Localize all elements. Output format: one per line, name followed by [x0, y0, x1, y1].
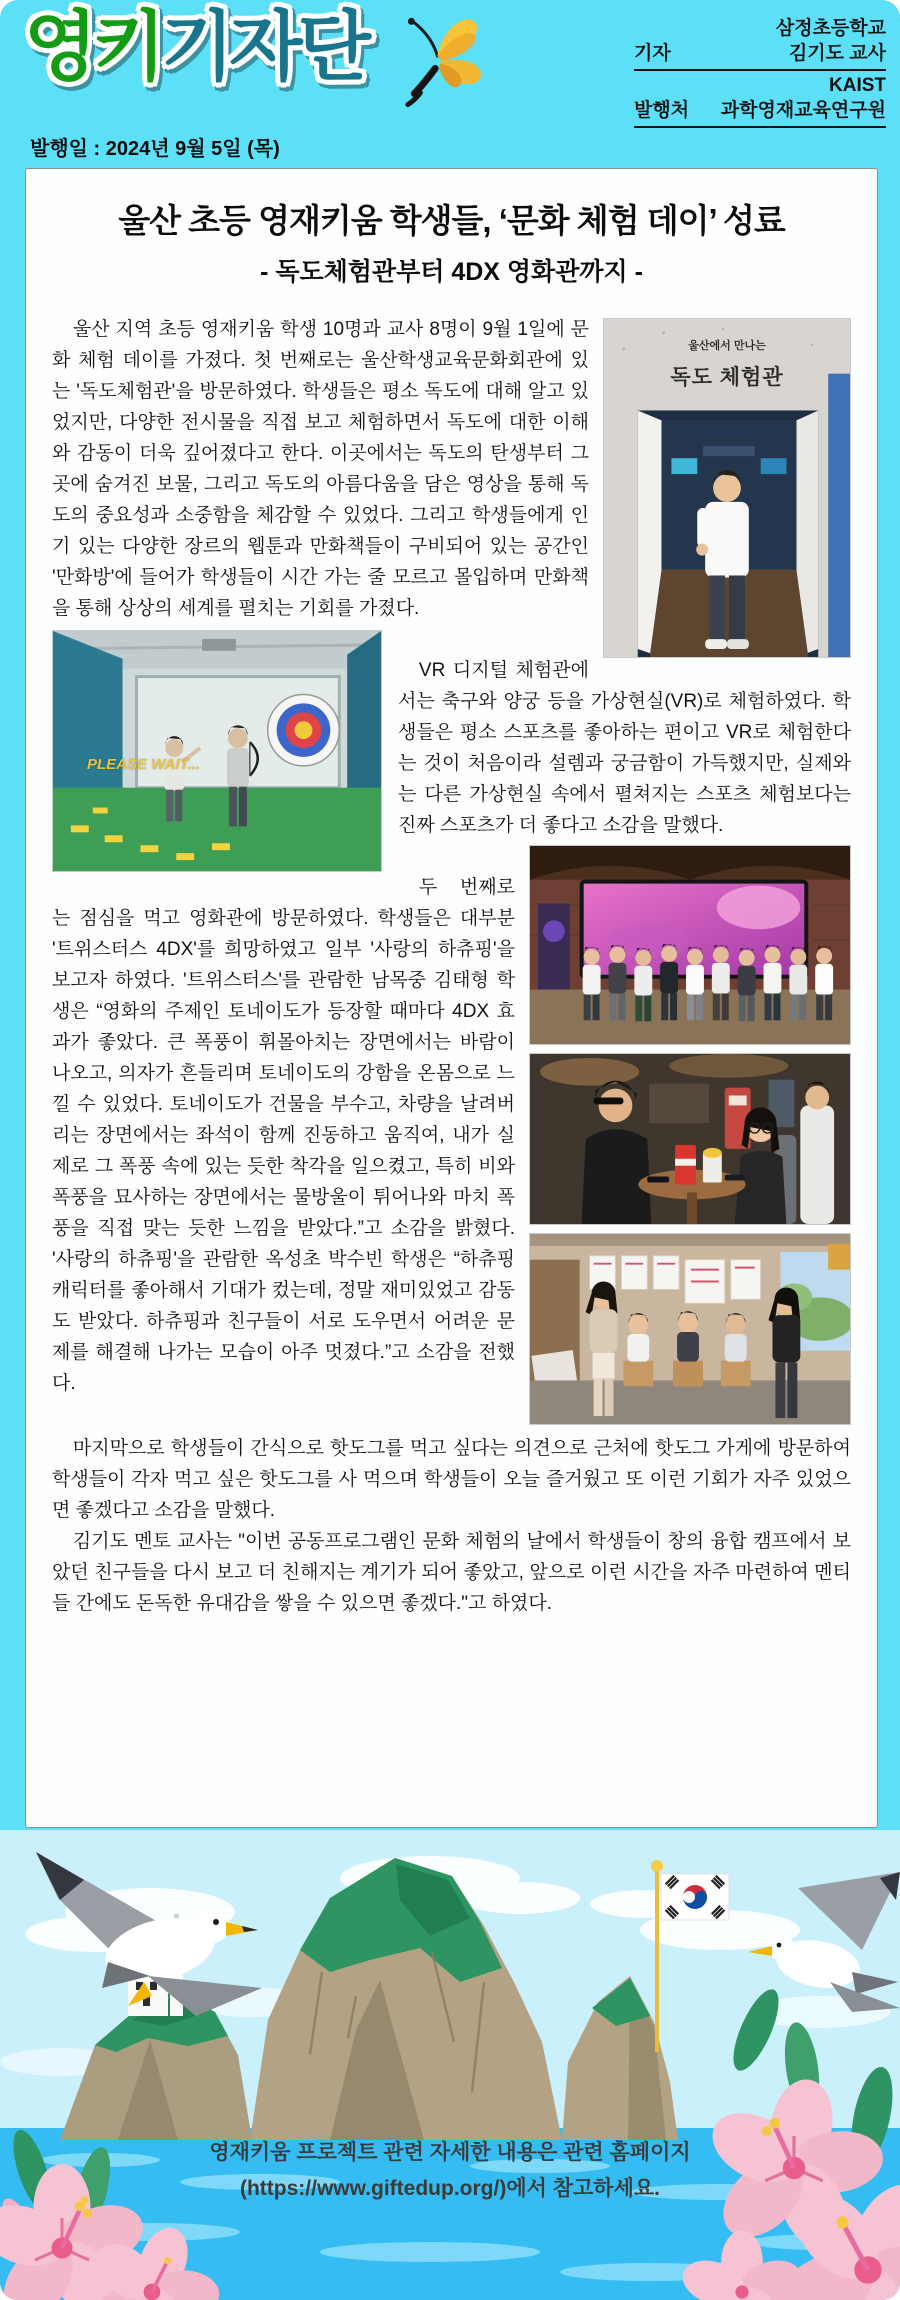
butterfly-logo-icon — [382, 6, 494, 115]
reporter-name: 김기도 교사 — [788, 43, 886, 65]
publish-date: 발행일 : 2024년 9월 5일 (목) — [30, 138, 280, 160]
seated-students — [623, 1311, 750, 1386]
paragraph-dokdo: 울산 지역 초등 영재키움 학생 10명과 교사 8명이 9월 1일에 문화 체험 데이를 가졌다. 첫 번째로는 울산학생교육문화회관에 있는 '독도체험관'을 방문하였다. 학생들은 평소 독도에 대해 알고 있었지만, 다양한 전시물을 직접 보고 체험하면서 독도에 대한 이해와 감동이 더욱 깊어졌다고 한다. 이곳에서는 독도의 탄생부터 그곳에 숨겨진 보물, 그리고 독도의 아름다움을 담은 영상을 통해 독도의 중요성과 소중함을 체감할 수 있었다. 그리고 학생들에게 인기 있는 다양한 장르의 웹툰과 만화책들이 구비되어 있는 공간인 '만화방'에 들어가 학생들이 시간 가는 줄 모르고 몰입하며 만화책을 통해 상상의 세계를 펼치는 기회를 가졌다. — [52, 319, 589, 619]
dokdo-sign-line1: 울산에서 만나는 — [688, 340, 766, 352]
publisher-org: KAIST — [829, 75, 886, 97]
footer-note — [0, 2135, 900, 2206]
paragraph-cinema: 두 번째로는 점심을 먹고 영화관에 방문하였다. 학생들은 대부분 '트위스터스 4DX'를 희망하였고 일부 '사랑의 하츄핑'을 보고자 하였다. '트위스터스'를 관람한 남목중 김태형 학생은 “영화의 주제인 토네이도가 등장할 때마다 4DX 효과가 좋았다. 큰 폭풍이 휘몰아치는 장면에서는 바람이 나오고, 의자가 흔들리며 토네이도의 강함을 온몸으로 느낄 수 있었다. 토네이도가 건물을 부수고, 차량을 날려버리는 장면에서는 좌석이 함께 진동하고 움직여, 내가 실제로 그 폭풍 속에 있는 듯한 착각을 일으켰고, 특히 비와 폭풍을 묘사하는 장면에서는 물방울이 튀어나와 마치 폭풍을 직접 맞는 듯한 느낌을 받았다.”고 소감을 밝혔다. '사랑의 하츄핑'을 관람한 옥성초 박수빈 학생은 “하츄핑 캐릭터를 좋아해서 기대가 컸는데, 정말 재미있었고 감동도 받았다. 하츄핑과 친구들이 서로 도우면서 어려운 문제를 해결해 나가는 모습이 아주 멋졌다.”고 소감을 전했다. — [52, 877, 515, 1394]
photo-cinema-lobby — [529, 845, 851, 1045]
footer-note-line1: 영재키움 프로젝트 관련 자세한 내용은 관련 홈페이지 — [209, 2141, 691, 2164]
masthead-title-green: 영키 — [24, 5, 161, 90]
publisher-row — [634, 71, 886, 128]
paragraph-mentor-quote: 김기도 멘토 교사는 "이번 공동프로그램인 문화 체험의 날에서 학생들이 창의 융합 캠프에서 보았던 친구들을 다시 보고 더 친해지는 계기가 되어 좋았고, 앞으로 이런 시간을 자주 마련하여 멘티들 간에도 돈독한 유대감을 쌓을 수 있으면 좋겠다."고 하였다. — [52, 1531, 851, 1614]
dokdo-sign — [604, 331, 850, 393]
article-card — [25, 168, 878, 1828]
reporter-value — [776, 16, 886, 66]
paragraph-vr: VR 디지털 체험관에서는 축구와 양궁 등을 가상현실(VR)로 체험하였다. 학생들은 평소 스포츠를 좋아하는 편이고 VR로 체험한다는 것이 처음이라 설렘과 궁금함이 가득했지만, 실제와는 다른 가상현실 속에서 펼쳐지는 스포츠 체험보다는 진짜 스포츠가 더 좋다고 소감을 말했다. — [398, 660, 851, 836]
reporter-school: 삼정초등학교 — [775, 18, 886, 39]
masthead-title — [24, 5, 367, 90]
photo-stack — [529, 845, 851, 1425]
photo-vr-room — [52, 630, 382, 872]
reporter-label: 기자 — [634, 43, 671, 65]
publication-info — [634, 14, 886, 128]
masthead-title-teal: 기자단 — [160, 5, 367, 90]
photo-dokdo-hall — [603, 318, 851, 658]
article-body — [52, 314, 851, 1619]
article-subtitle: - 독도체험관부터 4DX 영화관까지 - — [260, 258, 643, 286]
paragraph-hotdog: 마지막으로 학생들이 간식으로 핫도그를 먹고 싶다는 의견으로 근처에 핫도그 가게에 방문하여 학생들이 각자 먹고 싶은 핫도그를 사 먹으며 학생들이 오늘 즐거웠고 또 이런 기회가 자주 있었으면 좋겠다고 소감을 말했다. — [52, 1438, 851, 1521]
vr-screen-text: PLEASE WAIT... — [87, 756, 201, 773]
header — [0, 0, 900, 166]
photo-cinema-4dx-snacks — [529, 1053, 851, 1225]
publisher-label: 발행처 — [634, 100, 690, 122]
homepage-url-line[interactable]: (https://www.giftedup.org/)에서 참고하세요. — [239, 2176, 660, 2200]
publisher-value — [721, 73, 886, 123]
reporter-row — [634, 14, 886, 71]
footer-illustration — [0, 1830, 900, 2300]
publisher-institute: 과학영재교육연구원 — [720, 100, 886, 122]
dokdo-sign-line2: 독도 체험관 — [670, 366, 784, 389]
photo-hotdog-shop — [529, 1233, 851, 1425]
article-title: 울산 초등 영재키움 학생들, ‘문화 체험 데이’ 성료 — [118, 202, 785, 239]
